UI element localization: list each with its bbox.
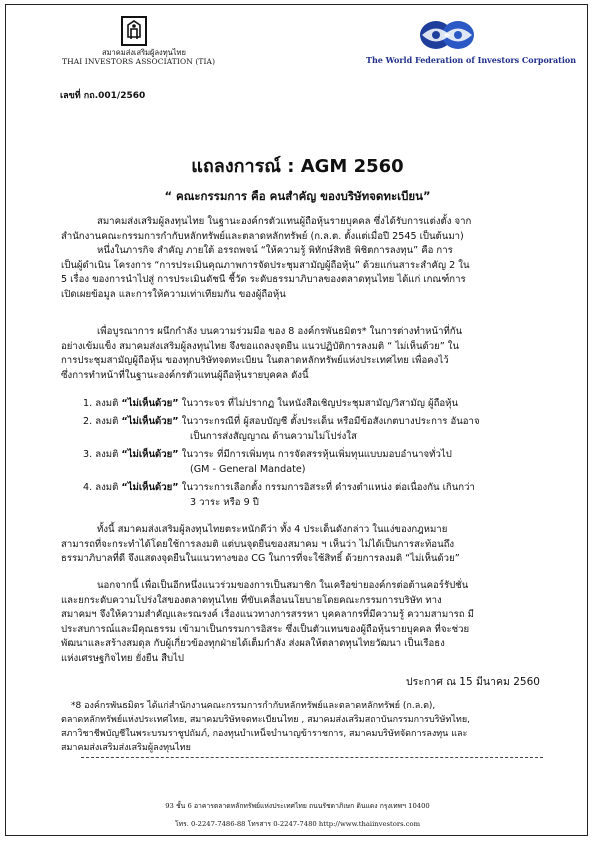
text-line: ซึ่งการทำหน้าที่ในฐานะองค์กรตัวแทนผู้ถือหุ้นรายบุคคล ดังนี้	[61, 369, 309, 381]
paragraph-anticorruption	[61, 579, 542, 667]
text-line: อย่างเข้มแข็ง สมาคมส่งเสริมผู้ลงทุนไทย จึงขอแถลงจุดยืน แนวปฏิบัติการลงมติ “ ไม่เห็นด้วย” ใน	[61, 340, 460, 352]
text-line: *8 องค์กรพันธมิตร ได้แก่สำนักงานคณะกรรมการกำกับหลักทรัพย์และตลาดหลักทรัพย์ (ก.ล.ต),	[71, 701, 436, 711]
list-item: 4. ลงมติ “ไม่เห็นด้วย” ในวาระการเลือกตั้ง กรรมการอิสระที่ ดำรงตำแหน่ง ต่อเนื่องกัน เกินกว่า	[83, 482, 475, 493]
document-number: เลขที่ กถ.001/2560	[60, 91, 146, 101]
document-page	[5, 4, 588, 836]
list-item: 1. ลงมติ “ไม่เห็นด้วย” ในวาระจร ที่ไม่ปรากฏ ในหนังสือเชิญประชุมสามัญ/วิสามัญ ผู้ถือหุ้น	[83, 398, 459, 409]
text-line: 5 เรื่อง ของการนำไปสู่ การประเมินดัชนี ชี้วัด ระดับธรรมาภิบาลของตลาดทุนไทย ได้แก่ เกณฑ์การ	[61, 274, 466, 286]
paragraph-alliance	[61, 325, 542, 383]
text-line: สำนักงานคณะกรรมการกำกับหลักทรัพย์และตลาดหลักทรัพย์ (ก.ล.ต. ตั้งแต่เมื่อปี 2545 เป็นต้นมา)	[61, 230, 464, 242]
text-line: สมาคมส่งเสริมผู้ลงทุนไทย ในฐานะองค์กรตัวแทนผู้ถือหุ้นรายบุคคล ซึ่งได้รับการแต่งตั้ง จาก	[97, 216, 472, 227]
divider	[81, 757, 543, 758]
tia-name-thai: สมาคมส่งเสริมผู้ลงทุนไทย	[102, 48, 186, 57]
text-line: สมาคมฯ จึงให้ความสำคัญและรณรงค์ เรื่องแนวทางการสรรหา บุคคลากรที่มีความรู้ ความสามารถ มี	[61, 609, 474, 621]
footer-address: 93 ชั้น 6 อาคารตลาดหลักทรัพย์แห่งประเทศไทย ถนนรัชดาภิเษก ดินแดง กรุงเทพฯ 10400	[165, 802, 430, 810]
text-line: ทั้งนี้ สมาคมส่งเสริมผู้ลงทุนไทยตระหนักดีว่า ทั้ง 4 ประเด็นดังกล่าว ในแง่ของกฎหมาย	[97, 524, 448, 535]
list-item-continuation: เป็นการส่งสัญญาณ ด้านความไม่โปร่งใส	[190, 431, 357, 442]
list-item: 2. ลงมติ “ไม่เห็นด้วย” ในวาระกรณีที่ ผู้สอบบัญชี ตั้งประเด็น หรือมีข้อสังเกตบางประการ อันอาจ	[83, 416, 480, 427]
footnote	[61, 699, 561, 755]
text-line: พัฒนาและสร้างสมดุล กับผู้เกี่ยวข้องทุกฝ่ายได้เต็มกำลัง ส่งผลให้ตลาดทุนไทยวัฒนา เป็นเรือธง	[61, 638, 445, 650]
page-title: แถลงการณ์ : AGM 2560	[191, 156, 404, 177]
text-line: นอกจากนี้ เพื่อเป็นอีกหนึ่งแนวร่วมของการเป็นสมาชิก ในเครือข่ายองค์กรต่อต้านคอร์รัปชั่น	[97, 580, 469, 591]
tia-logo-icon	[120, 15, 148, 47]
list-item: 3. ลงมติ “ไม่เห็นด้วย” ในวาระ ที่มีการเพิ่มทุน การจัดสรรหุ้นเพิ่มทุนแบบมอบอำนาจทั่วไป	[83, 449, 452, 460]
tia-name-english: THAI INVESTORS ASSOCIATION (TIA)	[62, 57, 216, 66]
announcement-date: ประกาศ ณ 15 มีนาคม 2560	[406, 676, 540, 688]
text-line: เป็นผู้ดำเนิน โครงการ “การประเมินคุณภาพการจัดประชุมสามัญผู้ถือหุ้น” ด้วยแก่นสาระสำคัญ 2 ใน	[61, 259, 470, 271]
text-line: ประสบการณ์และมีคุณธรรม เข้ามาเป็นกรรมการอิสระ ซึ่งเป็นตัวแทนของผู้ถือหุ้นรายบุคคล ที่จะช่วย	[61, 623, 470, 635]
page-subtitle: “ คณะกรรมการ คือ คนสำคัญ ของบริษัทจดทะเบียน”	[164, 189, 431, 203]
text-line: ธรรมาภิบาลที่ดี จึงแสดงจุดยืนในแนวทางของ CG ในการที่จะใช้สิทธิ์ ด้วยการลงมติ “ไม่เห็นด้วย”	[61, 553, 460, 565]
text-line: แห่งเศรษฐกิจไทย ยั่งยืน สืบไป	[61, 652, 184, 664]
text-line: การประชุมสามัญผู้ถือหุ้น ของทุกบริษัทจดทะเบียน ในตลาดหลักทรัพย์แห่งประเทศไทย เพื่อคงไว้	[61, 355, 449, 367]
paragraph-rationale	[61, 523, 542, 567]
paragraph-intro	[61, 215, 542, 303]
text-line: สมาคมส่งเสริมส่งเสริมผู้ลงทุนไทย	[61, 743, 191, 753]
wfic-name: The World Federation of Investors Corporation	[366, 55, 577, 65]
list-item-continuation: (GM - General Mandate)	[190, 464, 306, 475]
wfic-logo-icon	[418, 18, 476, 52]
text-line: เปิดเผยข้อมูล และการให้ความเท่าเทียมกัน ของผู้ถือหุ้น	[61, 288, 286, 300]
text-line: และยกระดับความโปร่งใสของตลาดทุนไทย ที่ขับเคลื่อนนโยบายโดยคณะกรรมการบริษัท ทาง	[61, 594, 442, 606]
list-item-continuation: 3 วาระ หรือ 9 ปี	[190, 497, 259, 508]
footer-contact: โทร. 0-2247-7486-88 โทรสาร 0-2247-7480 http://www.thaiinvestors.com	[174, 820, 421, 828]
text-line: เพื่อบูรณาการ ผนึกกำลัง บนความร่วมมือ ของ 8 องค์กรพันธมิตร* ในการต่างทำหน้าที่กัน	[97, 326, 463, 337]
text-line: หนึ่งในภารกิจ สำคัญ ภายใต้ อรรถพจน์ “ให้ความรู้ พิทักษ์สิทธิ พิชิตการลงทุน” คือ การ	[97, 245, 453, 257]
text-line: สามารถที่จะกระทำได้โดยใช้การลงมติ แต่บนจุดยืนของสมาคม ฯ เห็นว่า ไม่ได้เป็นการสะท้อนถึง	[61, 538, 455, 550]
text-line: สภาวิชาชีพบัญชีในพระบรมราชูปถัมภ์, กองทุนบำเหน็จบำนาญข้าราชการ, สมาคมบริษัทจัดการลงทุน และ	[61, 729, 468, 739]
text-line: ตลาดหลักทรัพย์แห่งประเทศไทย, สมาคมบริษัทจดทะเบียนไทย , สมาคมส่งเสริมสถาบันกรรมการบริษัทไทย,	[61, 715, 470, 725]
